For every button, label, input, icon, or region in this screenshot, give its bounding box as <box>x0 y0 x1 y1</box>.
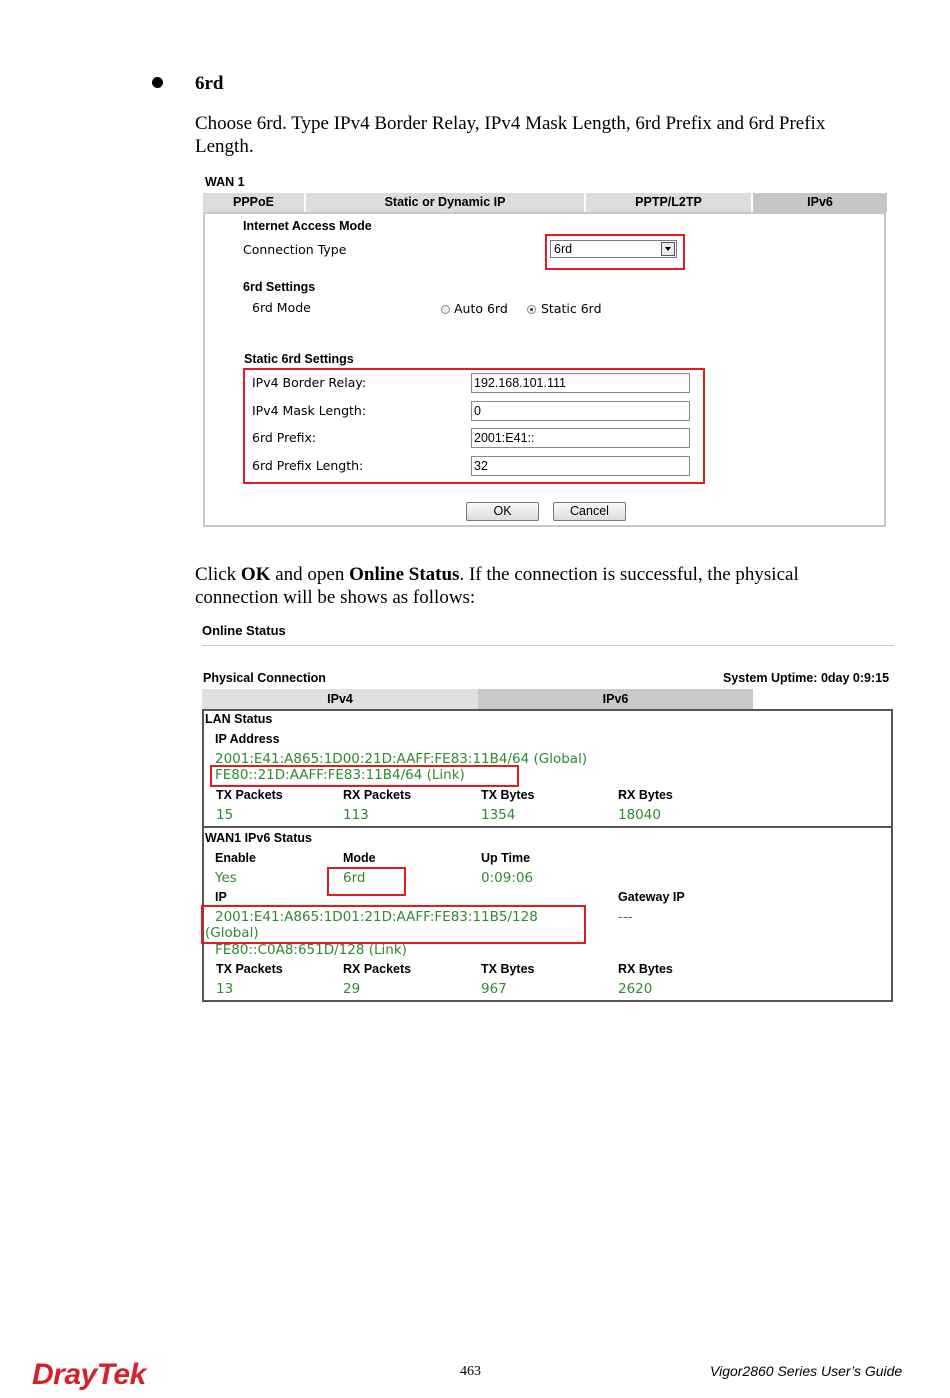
wan-title: WAN 1 <box>205 175 245 189</box>
click-suffix: . If the connection is successful, the physical connection will be shows as follows: <box>195 564 799 608</box>
prefix-length-label: 6rd Prefix Length: <box>252 458 364 473</box>
system-uptime: System Uptime: 0day 0:9:15 <box>723 671 890 685</box>
connection-type-label: Connection Type <box>243 242 347 257</box>
divider <box>202 645 894 646</box>
wan-ip-highlight <box>201 905 586 944</box>
wan-tx-bytes: 967 <box>481 981 507 997</box>
mode-value: 6rd <box>343 870 366 886</box>
lan-rx-bytes-label: RX Bytes <box>618 788 673 802</box>
wan1-ipv6-title: WAN1 IPv6 Status <box>205 831 312 845</box>
lan-tx-packets: 15 <box>216 807 234 823</box>
gateway-ip-label: Gateway IP <box>618 890 685 904</box>
lan-tx-bytes-label: TX Bytes <box>481 788 535 802</box>
lan-tx-bytes: 1354 <box>481 807 516 823</box>
wan-rx-bytes-label: RX Bytes <box>618 962 673 976</box>
lan-status-title: LAN Status <box>205 712 273 726</box>
online-status-term: Online Status <box>349 564 460 585</box>
enable-value: Yes <box>215 870 237 886</box>
physical-connection-label: Physical Connection <box>203 671 326 685</box>
click-prefix: Click <box>195 564 241 585</box>
enable-label: Enable <box>215 851 256 865</box>
wan-ip-link: FE80::C0A8:651D/128 (Link) <box>215 942 407 958</box>
tab-pppoe[interactable]: PPPoE <box>203 193 306 212</box>
page-number: 463 <box>460 1364 481 1379</box>
lan-rx-packets: 113 <box>343 807 369 823</box>
bullet-icon <box>152 77 163 88</box>
border-relay-input[interactable]: 192.168.101.111 <box>471 373 690 393</box>
draytek-logo <box>32 1358 146 1392</box>
wan-rx-bytes: 2620 <box>618 981 653 997</box>
lan-ip-link: FE80::21D:AAFF:FE83:11B4/64 (Link) <box>215 767 465 783</box>
wan-tx-packets-label: TX Packets <box>216 962 283 976</box>
ok-term: OK <box>240 564 271 585</box>
lan-tx-packets-label: TX Packets <box>216 788 283 802</box>
connection-type-select[interactable] <box>550 240 677 258</box>
lan-rx-packets-label: RX Packets <box>343 788 412 802</box>
wan-rx-packets: 29 <box>343 981 361 997</box>
border-relay-label: IPv4 Border Relay: <box>252 375 367 390</box>
click-middle: and open <box>270 564 350 585</box>
intro-paragraph: Choose 6rd. Type IPv4 Border Relay, IPv4 Mask Length, 6rd Prefix and 6rd Prefix Length. <box>195 113 826 157</box>
wan-ip-global-line2: (Global) <box>205 925 259 941</box>
lan-rx-bytes: 18040 <box>618 807 661 823</box>
tab-ipv4[interactable]: IPv4 <box>202 689 478 709</box>
wan-tx-bytes-label: TX Bytes <box>481 962 535 976</box>
tab-pptp-l2tp[interactable]: PPTP/L2TP <box>586 193 753 212</box>
mask-length-input[interactable]: 0 <box>471 401 690 421</box>
lan-link-highlight <box>210 765 519 787</box>
mode-label: Mode <box>343 851 376 865</box>
internet-access-mode-label: Internet Access Mode <box>243 219 372 233</box>
wan-tab-bar <box>203 193 887 212</box>
wan-rx-packets-label: RX Packets <box>343 962 412 976</box>
online-status-title: Online Status <box>202 623 286 638</box>
uptime-value: 0:09:06 <box>481 870 534 886</box>
tab-static-dynamic-ip[interactable]: Static or Dynamic IP <box>306 193 586 212</box>
static-6rd-radio[interactable] <box>527 305 536 314</box>
cancel-button[interactable]: Cancel <box>553 502 626 521</box>
prefix-input[interactable]: 2001:E41:: <box>471 428 690 448</box>
ok-button[interactable]: OK <box>466 502 539 521</box>
tab-ipv6[interactable]: IPv6 <box>753 193 887 212</box>
section-heading: 6rd <box>195 73 224 94</box>
click-ok-paragraph <box>195 563 875 609</box>
settings-6rd-label: 6rd Settings <box>243 280 316 294</box>
chevron-down-icon[interactable] <box>661 242 675 256</box>
ip-address-label: IP Address <box>215 732 280 746</box>
logo-dray: Dray <box>32 1358 97 1391</box>
guide-title: Vigor2860 Series User’s Guide <box>710 1363 903 1379</box>
wan-ip-global-line1: 2001:E41:A865:1D01:21D:AAFF:FE83:11B5/128 <box>215 909 538 925</box>
gateway-ip-value: --- <box>618 909 633 925</box>
uptime-label: Up Time <box>481 851 531 865</box>
auto-6rd-label: Auto 6rd <box>454 301 508 316</box>
auto-6rd-radio[interactable] <box>441 305 450 314</box>
mask-length-label: IPv4 Mask Length: <box>252 403 367 418</box>
wan-tx-packets: 13 <box>216 981 234 997</box>
static-6rd-settings-label: Static 6rd Settings <box>244 352 354 366</box>
prefix-length-input[interactable]: 32 <box>471 456 690 476</box>
logo-tek: Tek <box>96 1358 146 1391</box>
connection-type-value: 6rd <box>554 242 573 256</box>
prefix-label: 6rd Prefix: <box>252 430 317 445</box>
tab-ipv6-status[interactable]: IPv6 <box>478 689 753 709</box>
lan-ip-global: 2001:E41:A865:1D00:21D:AAFF:FE83:11B4/64 (Global) <box>215 751 588 767</box>
ip-label: IP <box>215 890 227 904</box>
mode-highlight <box>327 867 406 896</box>
static-6rd-label: Static 6rd <box>541 301 602 316</box>
mode-6rd-label: 6rd Mode <box>252 300 311 315</box>
